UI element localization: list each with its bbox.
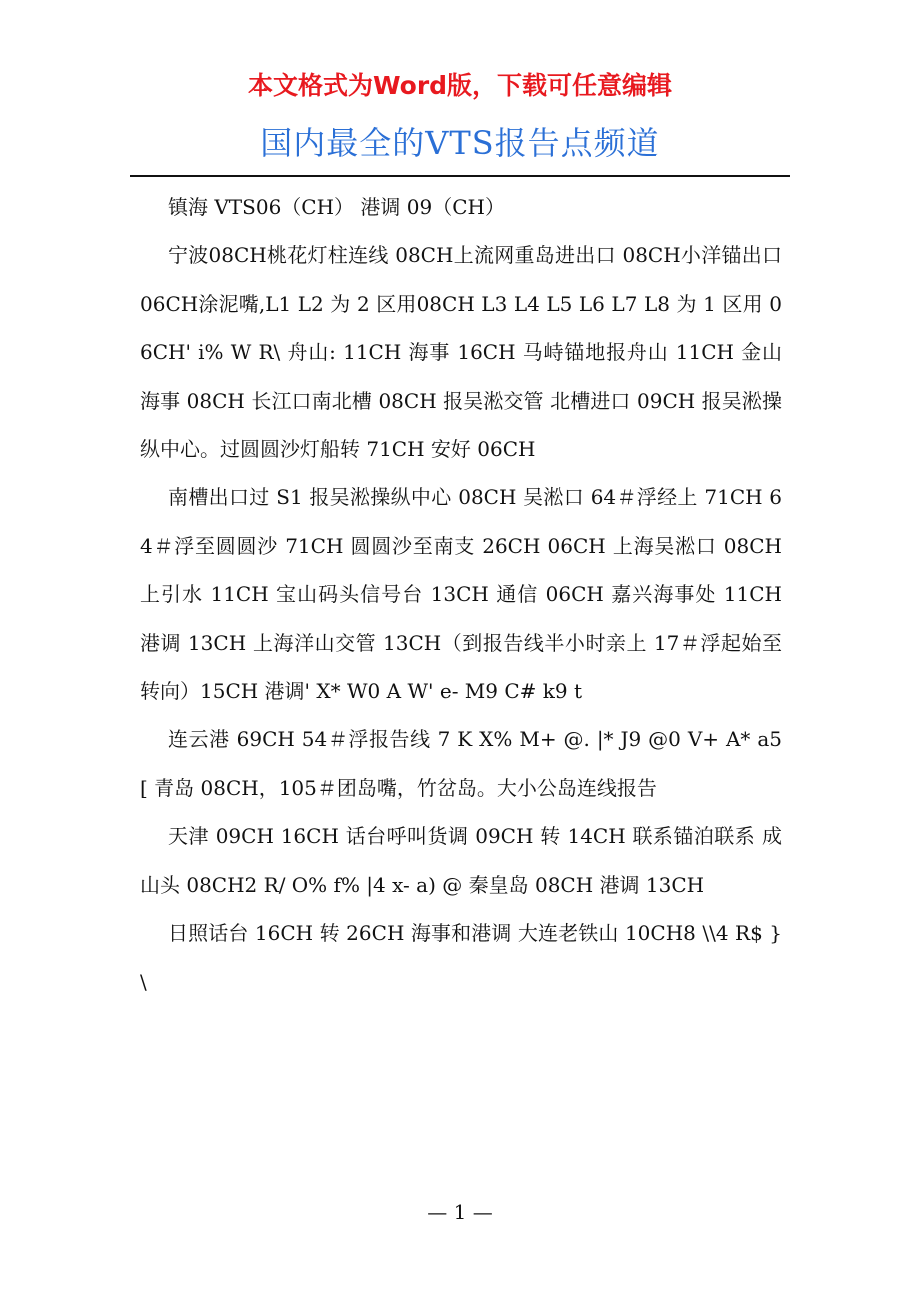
paragraph-ningbo: 宁波08CH桃花灯柱连线 08CH上流网重岛进出口 08CH小洋锚出口 06CH涂泥嘴,L1 L2 为 2 区用08CH L3 L4 L5 L6 L7 L8 为 1 区用 06CH' i% W R\ 舟山: 11CH 海事 16CH 马峙锚地报舟山 11CH 金山海事 08CH 长江口南北槽 08CH 报吴淞交管 北槽进口 09CH 报吴淞操纵中心。过圆圆沙灯船转 71CH 安好 06CH	[140, 243, 782, 462]
document-body	[140, 183, 782, 1006]
paragraph-rizhao: 日照话台 16CH 转 26CH 海事和港调 大连老铁山 10CH8 \\4 R$ }\	[140, 921, 782, 994]
page-number: — 1 —	[427, 1200, 493, 1224]
paragraph-lianyungang: 连云港 69CH 54＃浮报告线 7 K X% M+ @. |* J9 @0 V+ A* a5 [ 青岛 08CH，105＃团岛嘴，竹岔岛。大小公岛连线报告	[140, 727, 782, 800]
paragraph-zhenhai: 镇海 VTS06（CH） 港调 09（CH）	[168, 195, 505, 219]
paragraph-nancao: 南槽出口过 S1 报吴淞操纵中心 08CH 吴淞口 64＃浮经上 71CH 64＃浮至圆圆沙 71CH 圆圆沙至南支 26CH 06CH 上海吴淞口 08CH 上引水 11CH 宝山码头信号台 13CH 通信 06CH 嘉兴海事处 11CH 港调 13CH 上海洋山交管 13CH（到报告线半小时亲上 17＃浮起始至转向）15CH 港调' X* W0 A W' e- M9 C# k9 t	[140, 485, 782, 704]
format-notice: 本文格式为Word版，下载可任意编辑	[247, 71, 673, 100]
paragraph-tianjin: 天津 09CH 16CH 话台呼叫货调 09CH 转 14CH 联系锚泊联系 成山头 08CH2 R/ O% f% |4 x- a) @ 秦皇岛 08CH 港调 13CH	[140, 824, 782, 897]
title-divider	[130, 175, 790, 177]
page-title: 国内最全的VTS报告点频道	[260, 124, 660, 162]
